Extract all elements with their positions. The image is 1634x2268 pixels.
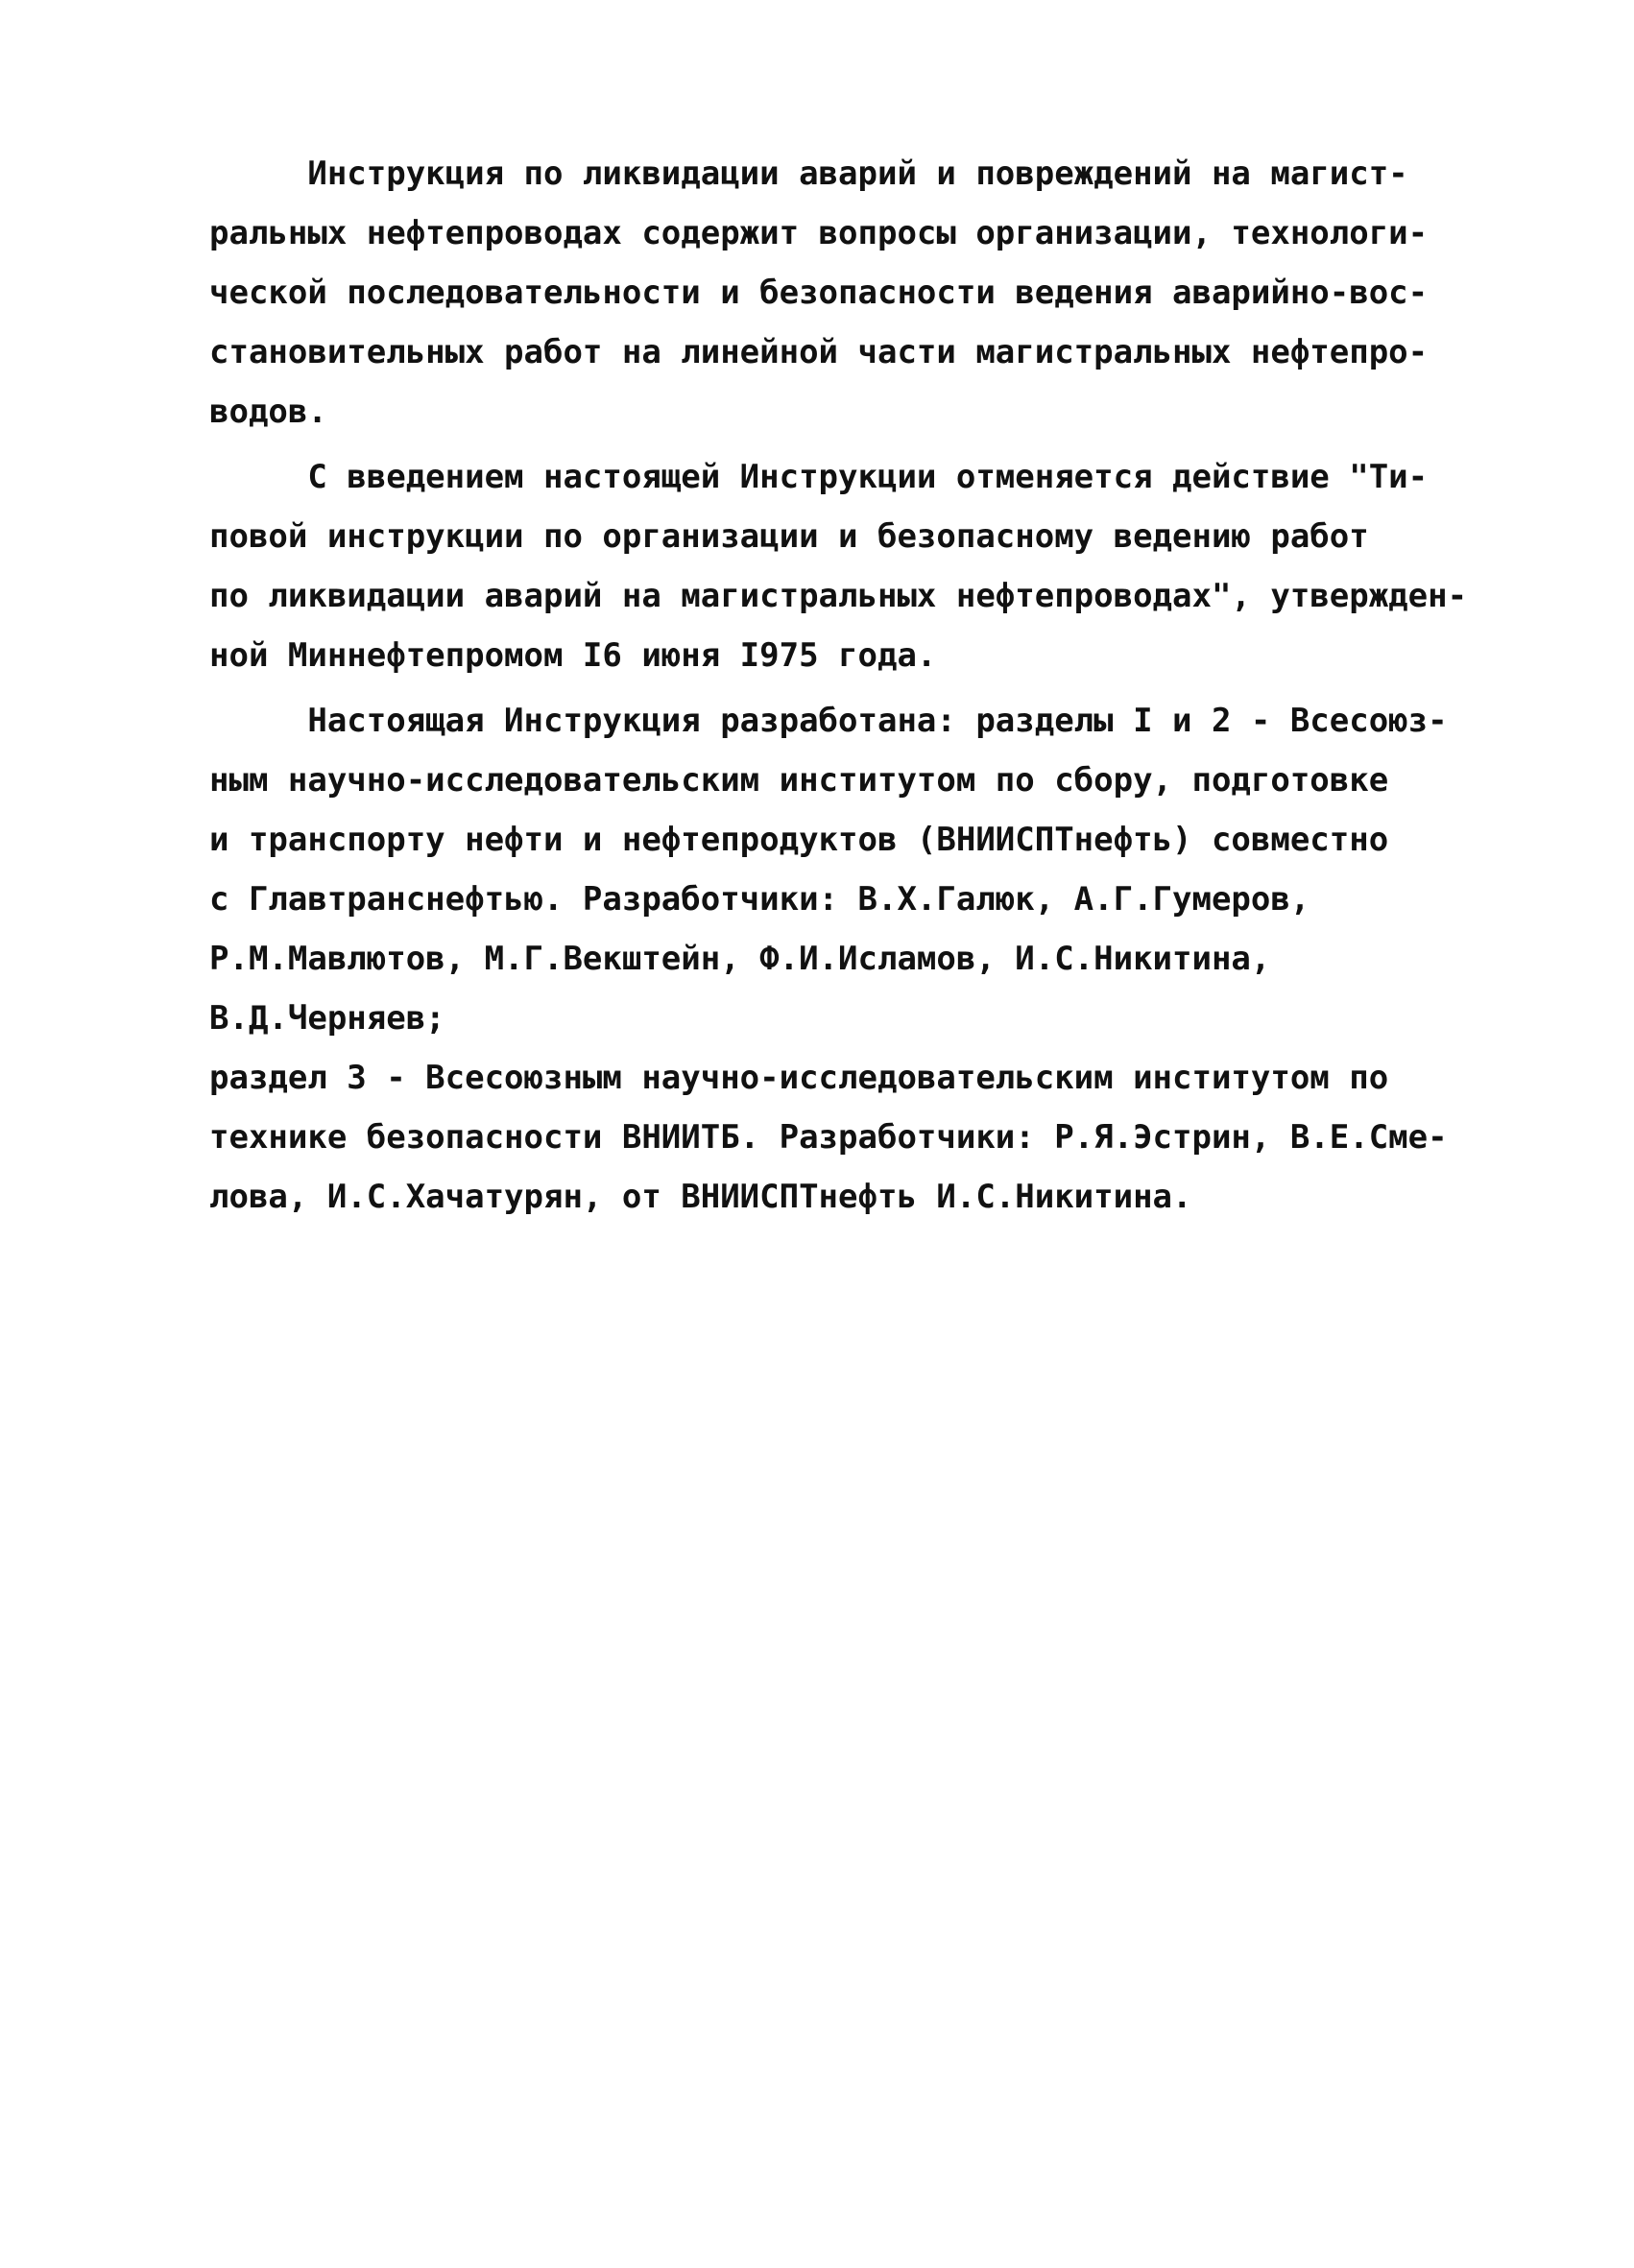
text-line: по ликвидации аварий на магистральных нефтепроводах", утвержден- <box>209 577 1468 615</box>
text-line: технике безопасности ВНИИТБ. Разработчики: Р.Я.Эстрин, В.Е.Сме- <box>209 1118 1448 1157</box>
text-line: ным научно-исследовательским институтом по сбору, подготовке <box>209 761 1389 800</box>
paragraph-3 <box>209 691 1448 1227</box>
text-line: лова, И.С.Хачатурян, от ВНИИСПТнефть И.С.Никитина. <box>209 1178 1192 1216</box>
paragraph-1 <box>209 144 1448 442</box>
text-line: и транспорту нефти и нефтепродуктов (ВНИИСПТнефть) совместно <box>209 821 1389 859</box>
text-line: Р.М.Мавлютов, М.Г.Векштейн, Ф.И.Исламов, И.С.Никитина, <box>209 940 1271 978</box>
text-line: ной Миннефтепромом I6 июня I975 года. <box>209 636 937 675</box>
paragraph-2 <box>209 447 1468 685</box>
text-line: повой инструкции по организации и безопасному ведению работ <box>209 517 1369 556</box>
text-line: Инструкция по ликвидации аварий и повреждений на магист- <box>209 155 1408 193</box>
text-line: ческой последовательности и безопасности ведения аварийно-вос- <box>209 274 1429 312</box>
text-line: становительных работ на линейной части магистральных нефтепро- <box>209 333 1429 371</box>
document-body <box>209 144 1468 1227</box>
text-line: с Главтранснефтью. Разработчики: В.Х.Галюк, А.Г.Гумеров, <box>209 880 1310 919</box>
text-line: ральных нефтепроводах содержит вопросы организации, технологи- <box>209 214 1429 252</box>
text-line: В.Д.Черняев; <box>209 999 445 1038</box>
text-line: С введением настоящей Инструкции отменяется действие "Ти- <box>209 458 1429 496</box>
text-line: раздел 3 - Всесоюзным научно-исследовательским институтом по <box>209 1059 1389 1097</box>
text-line: водов. <box>209 393 327 431</box>
text-line: Настоящая Инструкция разработана: разделы I и 2 - Всесоюз- <box>209 702 1448 740</box>
